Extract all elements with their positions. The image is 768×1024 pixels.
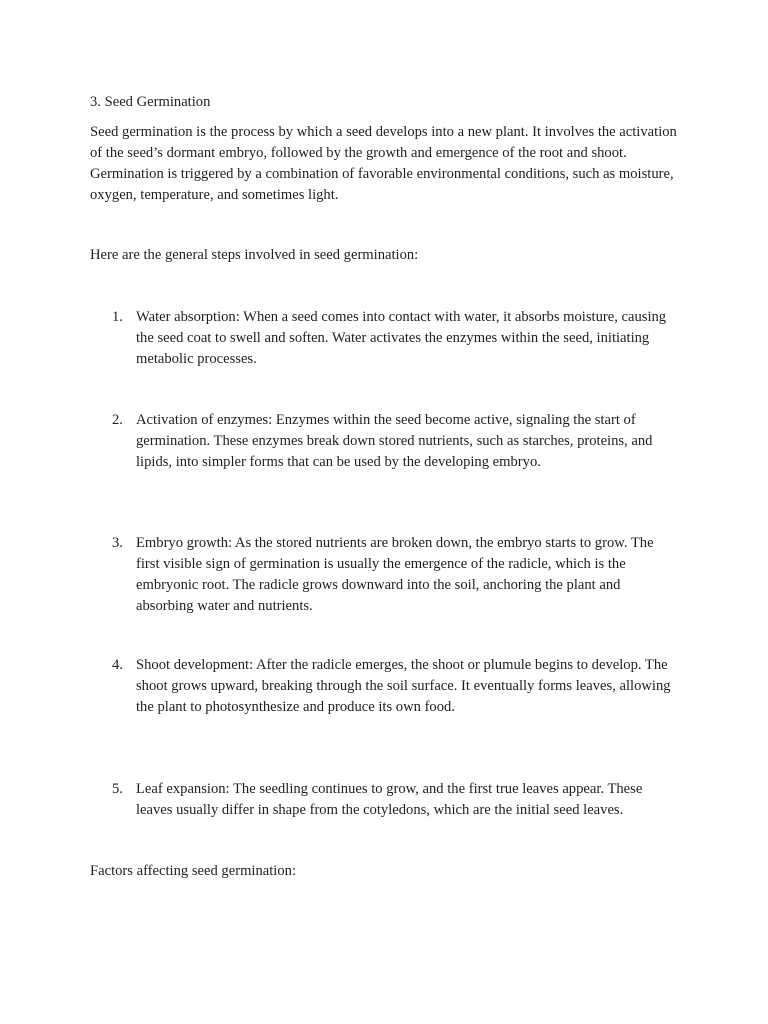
list-item-text: Shoot development: After the radicle emerges, the shoot or plumule begins to develop. The shoot grows upward, breaking through the soil surface. It eventually forms leaves, allowing the plant to photosynthesize and produce its own food. [136, 657, 671, 715]
list-item-text: Water absorption: When a seed comes into contact with water, it absorbs moisture, causing the seed coat to swell and soften. Water activates the enzymes within the seed, initiating metabolic processes. [136, 309, 667, 367]
intro-paragraph: Seed germination is the process by which a seed develops into a new plant. It involves the activation of the seed’s dormant embryo, followed by the growth and emergence of the root and shoot. Germination is triggered by a combination of favorable environmental conditions, such as moisture, oxygen, temperature, and sometimes light. [90, 124, 677, 203]
list-item-activation-of-enzymes [108, 410, 678, 473]
list-number: 4. [112, 657, 123, 673]
list-item-text: Embryo growth: As the stored nutrients are broken down, the embryo starts to grow. The first visible sign of germination is usually the emergence of the radicle, which is the embryonic root. The radicle grows downward into the soil, anchoring the plant and absorbing water and nutrients. [136, 535, 654, 614]
list-item-text: Leaf expansion: The seedling continues to grow, and the first true leaves appear. These leaves usually differ in shape from the cotyledons, which are the initial seed leaves. [136, 781, 643, 818]
list-item-water-absorption [108, 307, 678, 370]
section-heading: 3. Seed Germination [90, 94, 211, 110]
steps-lead-paragraph: Here are the general steps involved in seed germination: [90, 247, 419, 263]
list-item-text: Activation of enzymes: Enzymes within the seed become active, signaling the start of germination. These enzymes break down stored nutrients, such as starches, proteins, and lipids, into simpler forms that can be used by the developing embryo. [136, 412, 653, 470]
factors-lead-paragraph: Factors affecting seed germination: [90, 863, 297, 879]
list-item-shoot-development [108, 655, 678, 718]
list-number: 3. [112, 535, 123, 551]
list-item-leaf-expansion [108, 779, 678, 821]
list-number: 1. [112, 309, 123, 325]
list-number: 2. [112, 412, 123, 428]
list-number: 5. [112, 781, 123, 797]
list-item-embryo-growth [108, 533, 678, 617]
